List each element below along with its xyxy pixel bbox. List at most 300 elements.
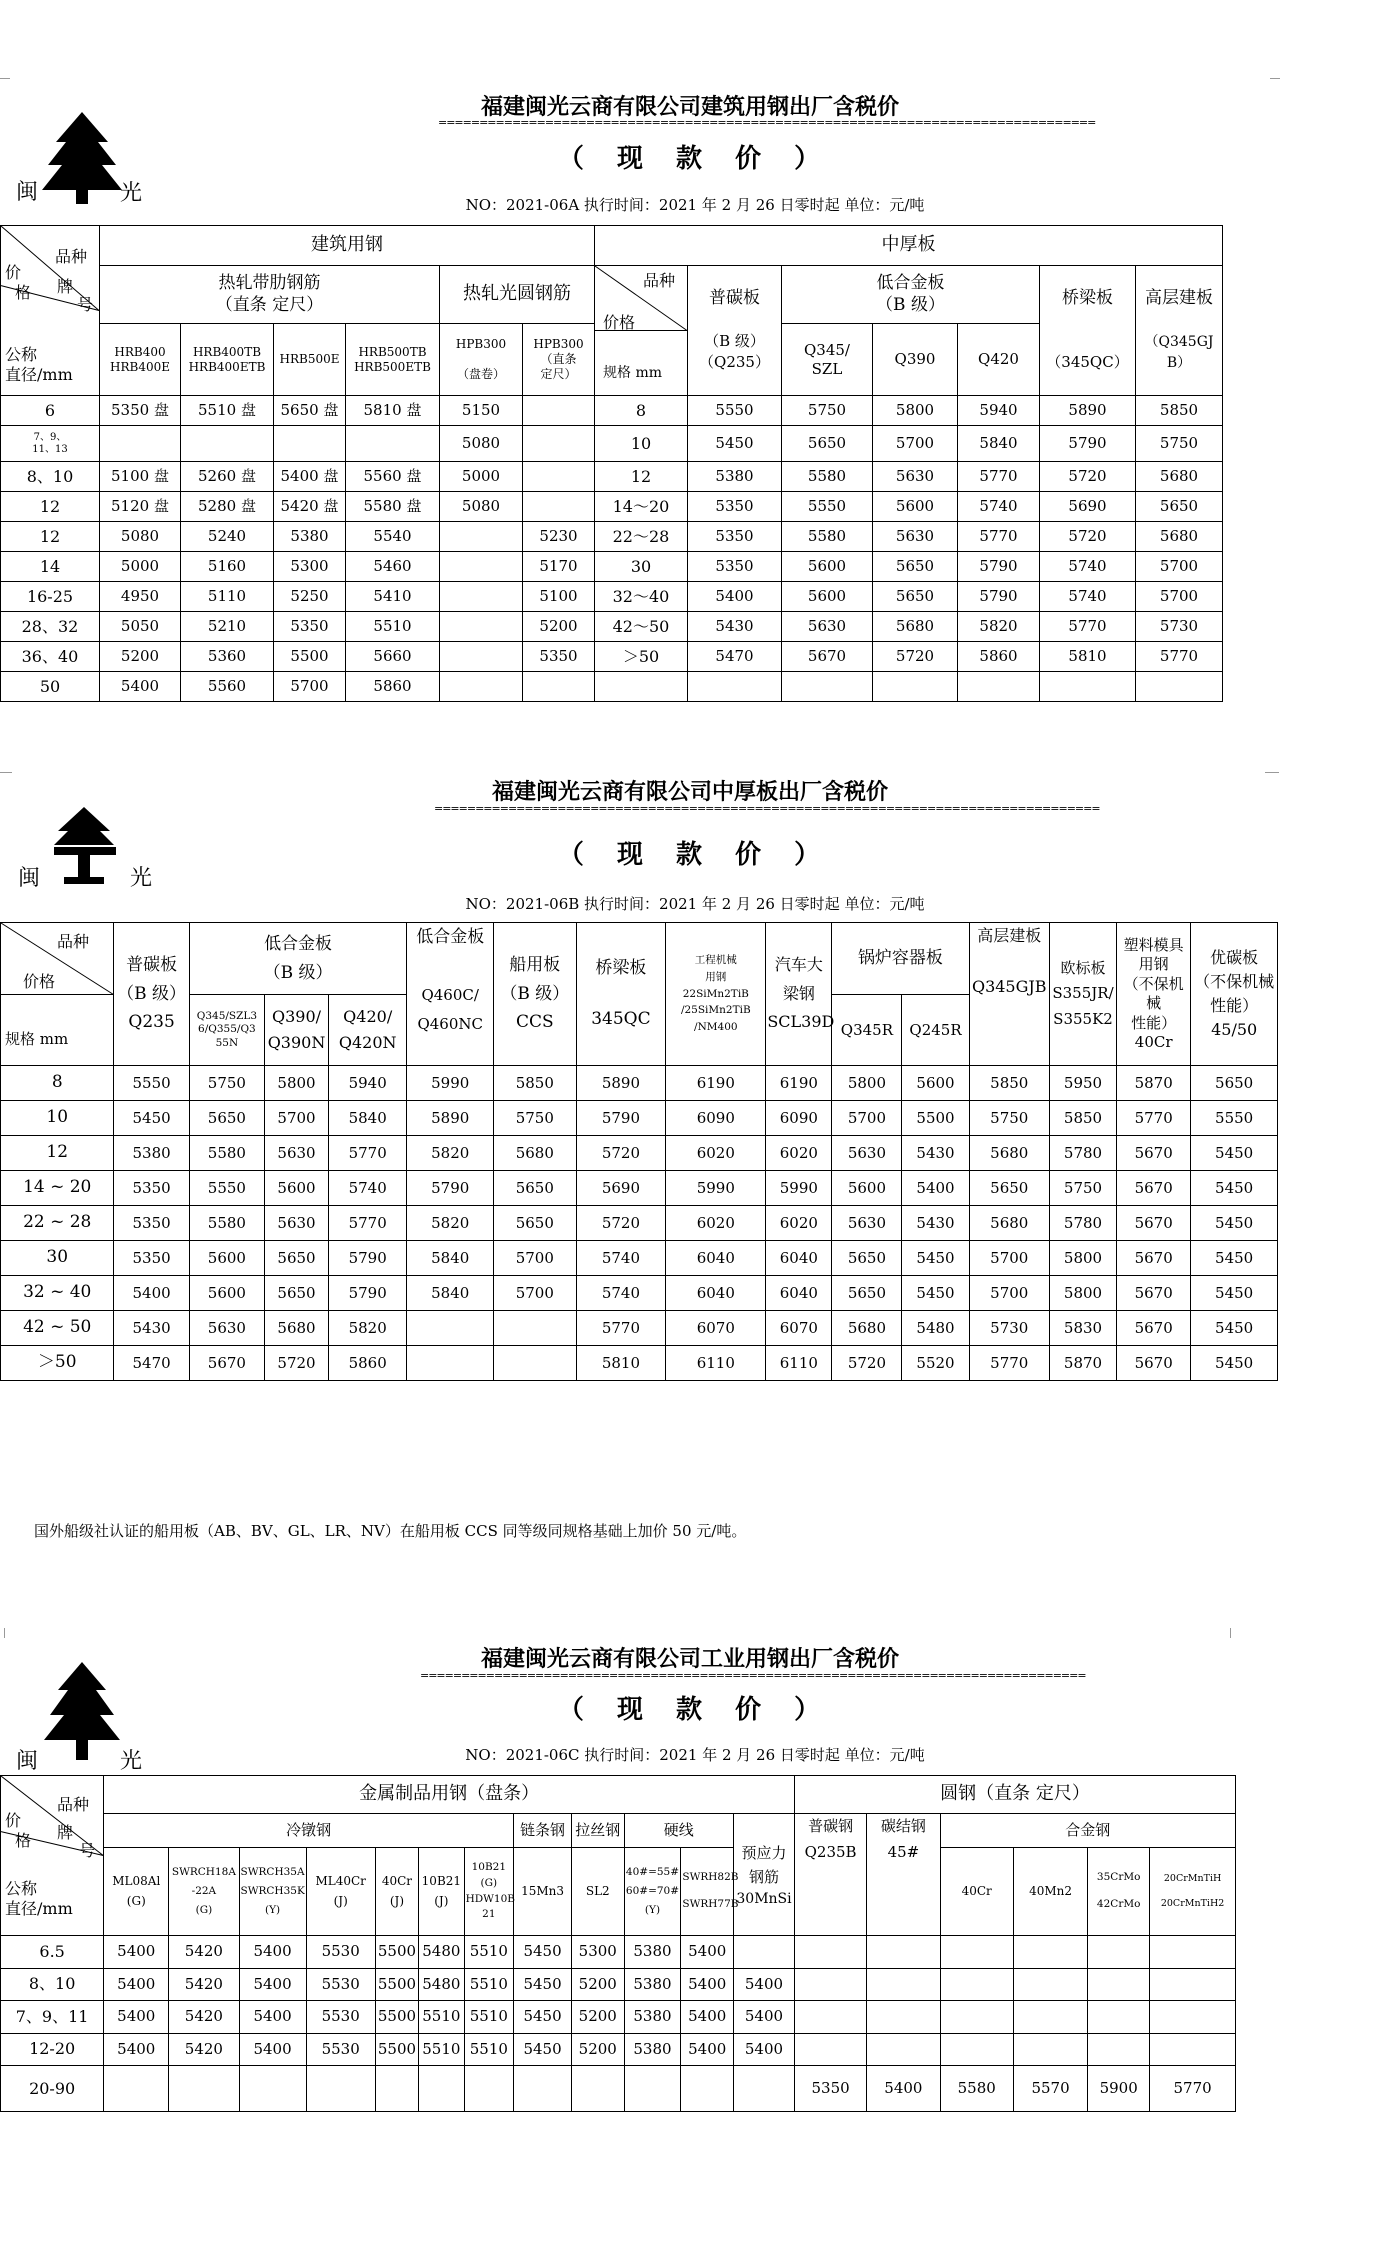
price-cell xyxy=(1013,1936,1087,1969)
section-industrial-steel xyxy=(0,1620,1280,2250)
diameter-cell: 8、10 xyxy=(1,462,100,492)
grade-40cr-round: 40Cr xyxy=(940,1848,1013,1936)
header-alloy-plate: 低合金板 （B 级） xyxy=(189,923,407,995)
price-cell xyxy=(1088,2033,1150,2066)
diameter-cell: 12 xyxy=(1,492,100,522)
price-cell: 5250 xyxy=(274,582,346,612)
price-cell: 5350 xyxy=(688,522,782,552)
price-cell xyxy=(419,2066,464,2112)
price-cell: 5200 xyxy=(571,1968,624,2001)
price-cell: 5770 xyxy=(329,1136,407,1171)
spec-cell: 30 xyxy=(1,1241,114,1276)
price-cell: 5400 xyxy=(104,2001,169,2034)
table-row xyxy=(1,2066,1236,2112)
price-cell xyxy=(407,1346,494,1381)
price-cell: 5840 xyxy=(329,1101,407,1136)
header-cold-heading: 冷镦钢 xyxy=(104,1814,514,1848)
price-cell: 5740 xyxy=(329,1171,407,1206)
price-cell xyxy=(1088,1968,1150,2001)
price-cell: 5870 xyxy=(1117,1066,1191,1101)
price-cell xyxy=(274,426,346,462)
price-cell xyxy=(794,2033,866,2066)
grade-sl2: SL2 xyxy=(571,1848,624,1936)
price-cell xyxy=(734,1936,795,1969)
price-type: （ 现 款 价 ） xyxy=(557,840,833,870)
grade-40mn2: 40Mn2 xyxy=(1013,1848,1087,1936)
price-cell: 5720 xyxy=(1040,522,1136,552)
price-cell: 5650 xyxy=(494,1206,577,1241)
diag-label: 品种 xyxy=(55,247,88,266)
price-cell xyxy=(794,2001,866,2034)
price-cell: 5780 xyxy=(1049,1206,1116,1241)
price-cell: 5990 xyxy=(666,1171,766,1206)
price-cell: 5750 xyxy=(969,1101,1049,1136)
spec-cell xyxy=(595,672,688,702)
price-cell: 5100 xyxy=(523,582,595,612)
grade-45: 碳结钢 45# xyxy=(867,1814,940,1936)
spec-cell: 8 xyxy=(1,1066,114,1101)
price-cell: 5500 xyxy=(902,1101,969,1136)
price-cell: 5900 xyxy=(1088,2066,1150,2112)
price-cell xyxy=(346,426,440,462)
grade-35crmo: 35CrMo 42CrMo xyxy=(1088,1848,1150,1936)
diameter-cell: 50 xyxy=(1,672,100,702)
diag-label: 号 xyxy=(77,295,94,314)
spec-cell: 8 xyxy=(595,396,688,426)
price-cell xyxy=(523,492,595,522)
price-cell: 5400 xyxy=(104,1936,169,1969)
price-cell: 5400 xyxy=(681,1936,734,1969)
doc-meta: NO：2021-06C 执行时间：2021 年 2 月 26 日零时起 单位：元/吨 xyxy=(465,1746,925,1764)
price-cell: 6110 xyxy=(766,1346,832,1381)
price-cell: 5600 xyxy=(902,1066,969,1101)
logo-char-left: 闽 xyxy=(18,866,41,891)
price-cell: 5510 xyxy=(419,2001,464,2034)
price-cell xyxy=(958,672,1040,702)
header-engineering-steel: 工程机械 用钢 22SiMn2TiB /25SiMn2TiB /NM400 xyxy=(666,923,766,1066)
header-plate: 中厚板 xyxy=(595,226,1223,266)
price-cell: 5670 xyxy=(1117,1276,1191,1311)
header-alloy-plate: 低合金板 （B 级） xyxy=(782,266,1040,324)
price-cell: 5650 xyxy=(265,1241,329,1276)
footnote: 国外船级社认证的船用板（AB、BV、GL、LR、NV）在船用板 CCS 同等级同规格基础上加价 50 元/吨。 xyxy=(34,1522,747,1540)
logo-char-left: 闽 xyxy=(16,180,39,205)
price-cell xyxy=(306,2066,375,2112)
price-cell: 5410 xyxy=(346,582,440,612)
price-cell: 5200 xyxy=(100,642,181,672)
header-auto-beam-steel: 汽车大 梁钢 SCL39D xyxy=(766,923,832,1066)
price-cell: 5170 xyxy=(523,552,595,582)
price-cell: 5700 xyxy=(873,426,958,462)
price-cell: 6020 xyxy=(666,1206,766,1241)
price-cell: 5580 xyxy=(782,462,873,492)
price-cell: 5400 xyxy=(681,2001,734,2034)
price-cell xyxy=(181,426,274,462)
grade-q420: Q420 xyxy=(958,324,1040,396)
diag-label: 格 xyxy=(15,283,32,302)
price-cell: 5630 xyxy=(873,462,958,492)
price-cell: 6070 xyxy=(666,1311,766,1346)
price-cell: 5600 xyxy=(782,582,873,612)
price-cell: 5450 xyxy=(1191,1171,1278,1206)
price-cell: 5430 xyxy=(114,1311,189,1346)
price-cell: 5680 xyxy=(969,1206,1049,1241)
table-row xyxy=(1,552,1223,582)
diameter-cell: 36、40 xyxy=(1,642,100,672)
price-cell: 6190 xyxy=(766,1066,832,1101)
price-cell: 5700 xyxy=(494,1241,577,1276)
price-cell: 5890 xyxy=(407,1101,494,1136)
construction-table-body xyxy=(1,396,1223,702)
price-cell: 5750 xyxy=(494,1101,577,1136)
price-type: （ 现 款 价 ） xyxy=(557,144,833,174)
price-cell xyxy=(1150,2033,1236,2066)
page-title: 福建闽光云商有限公司工业用钢出厂含税价 xyxy=(480,1646,899,1672)
price-cell: 5510 xyxy=(419,2033,464,2066)
grade-hpb300-coil: HPB300 （盘卷） xyxy=(440,324,523,396)
price-cell: 5450 xyxy=(514,1936,572,1969)
price-cell: 5680 xyxy=(873,612,958,642)
table-row xyxy=(1,426,1223,462)
price-cell: 5400 xyxy=(734,2001,795,2034)
price-cell: 5690 xyxy=(1040,492,1136,522)
header-boiler-plate: 锅炉容器板 xyxy=(832,923,969,995)
price-cell: 5380 xyxy=(624,1936,681,1969)
table-row xyxy=(1,1346,1278,1381)
price-cell xyxy=(440,642,523,672)
price-cell xyxy=(1150,1936,1236,1969)
price-cell: 5420 xyxy=(169,2033,239,2066)
price-cell: 5720 xyxy=(265,1346,329,1381)
grade-15mn3: 15Mn3 xyxy=(514,1848,572,1936)
table-row xyxy=(1,1276,1278,1311)
spec-cell: 10 xyxy=(1,1101,114,1136)
grade-q235b: 普碳钢 Q235B xyxy=(794,1814,866,1936)
price-cell: 5600 xyxy=(782,552,873,582)
logo-char-left: 闽 xyxy=(16,1749,39,1774)
header-alloy-steel: 合金钢 xyxy=(940,1814,1235,1848)
price-cell: 5630 xyxy=(265,1206,329,1241)
header-bridge-plate: 桥梁板 （345QC） xyxy=(1040,266,1136,396)
price-cell: 5740 xyxy=(576,1276,666,1311)
price-cell: 6190 xyxy=(666,1066,766,1101)
price-cell: 5540 xyxy=(346,522,440,552)
price-cell: 5300 xyxy=(274,552,346,582)
price-cell: 5400 xyxy=(239,2033,306,2066)
price-cell: 5630 xyxy=(189,1311,264,1346)
grade-swrch35a: SWRCH35A SWRCH35K (Y) xyxy=(239,1848,306,1936)
price-cell: 5580 xyxy=(189,1206,264,1241)
spec-cell: ＞50 xyxy=(1,1346,114,1381)
price-cell: 5700 xyxy=(265,1101,329,1136)
price-cell xyxy=(873,672,958,702)
price-cell: 5510 xyxy=(464,2033,514,2066)
construction-price-table xyxy=(0,225,1223,702)
price-cell: 5850 xyxy=(1049,1101,1116,1136)
price-cell: 5680 xyxy=(494,1136,577,1171)
grade-q345r: Q345R xyxy=(832,995,902,1066)
price-cell: 6020 xyxy=(666,1136,766,1171)
price-cell: 5200 xyxy=(571,2033,624,2066)
price-cell: 6070 xyxy=(766,1311,832,1346)
price-cell: 5680 xyxy=(1136,522,1223,552)
header-high-rise-plate: 高层建板 Q345GJB xyxy=(969,923,1049,1066)
price-cell: 5400 xyxy=(688,582,782,612)
spec-cell: 10 xyxy=(595,426,688,462)
diameter-cell: 16-25 xyxy=(1,582,100,612)
price-cell: 5850 xyxy=(969,1066,1049,1101)
price-cell: 5450 xyxy=(902,1276,969,1311)
grade-q345: Q345/SZL3 6/Q355/Q3 55N xyxy=(189,995,264,1066)
grade-10b21-g: 10B21 (G) HDW10B 21 xyxy=(464,1848,514,1936)
doc-meta: NO：2021-06B 执行时间：2021 年 2 月 26 日零时起 单位：元/吨 xyxy=(465,895,925,913)
price-cell: 5730 xyxy=(1136,612,1223,642)
price-cell: 5510 xyxy=(464,1968,514,2001)
logo-char-right: 光 xyxy=(120,181,143,206)
grade-q390: Q390/ Q390N xyxy=(265,995,329,1066)
spec-cell: 32～40 xyxy=(595,582,688,612)
price-cell: 6040 xyxy=(766,1276,832,1311)
price-cell: 5400 xyxy=(239,1936,306,1969)
price-cell: 5670 xyxy=(1117,1241,1191,1276)
price-cell xyxy=(1013,2033,1087,2066)
price-cell xyxy=(1013,1968,1087,2001)
price-cell: 5650 xyxy=(494,1171,577,1206)
grade-hrb500e: HRB500E xyxy=(274,324,346,396)
diag-label: 公称 xyxy=(5,1879,38,1898)
price-cell xyxy=(1150,1968,1236,2001)
spec-cell: 8、10 xyxy=(1,1968,104,2001)
price-cell: 5860 xyxy=(329,1346,407,1381)
price-cell: 5800 xyxy=(265,1066,329,1101)
price-cell: 5360 xyxy=(181,642,274,672)
spec-cell: 14～20 xyxy=(595,492,688,522)
price-cell: 5450 xyxy=(514,1968,572,2001)
price-cell: 5000 xyxy=(100,552,181,582)
price-cell: 5750 xyxy=(189,1066,264,1101)
price-cell: 5770 xyxy=(1117,1101,1191,1136)
price-cell: 5860 xyxy=(958,642,1040,672)
diameter-cell: 14 xyxy=(1,552,100,582)
header-round-steel: 圆钢（直条 定尺） xyxy=(794,1776,1235,1814)
spec-cell: 12 xyxy=(595,462,688,492)
price-cell: 5990 xyxy=(407,1066,494,1101)
price-cell: 5720 xyxy=(576,1136,666,1171)
price-cell: 5770 xyxy=(1150,2066,1236,2112)
price-cell: 5200 xyxy=(523,612,595,642)
price-cell: 5580 xyxy=(782,522,873,552)
price-cell: 5400 xyxy=(104,2033,169,2066)
price-cell: 5670 xyxy=(1117,1171,1191,1206)
table-row xyxy=(1,1171,1278,1206)
price-cell: 5450 xyxy=(1191,1276,1278,1311)
price-cell: 5510 xyxy=(464,2001,514,2034)
diameter-cell: 12 xyxy=(1,522,100,552)
crop-mark xyxy=(0,78,10,87)
grade-40cr: 40Cr (J) xyxy=(375,1848,418,1936)
price-cell: 5790 xyxy=(576,1101,666,1136)
price-cell: 5680 xyxy=(1136,462,1223,492)
price-cell: 5550 xyxy=(189,1171,264,1206)
price-cell: 5450 xyxy=(1191,1206,1278,1241)
price-cell: 5530 xyxy=(306,1968,375,2001)
diag-label: 牌 xyxy=(57,277,74,296)
price-cell: 5720 xyxy=(1040,462,1136,492)
price-cell: 5630 xyxy=(782,612,873,642)
price-cell xyxy=(571,2066,624,2112)
price-cell: 5660 xyxy=(346,642,440,672)
price-cell: 5120 盘 xyxy=(100,492,181,522)
table-row xyxy=(1,492,1223,522)
price-cell: 5100 盘 xyxy=(100,462,181,492)
price-cell xyxy=(100,426,181,462)
price-cell: 5680 xyxy=(832,1311,902,1346)
price-cell: 5530 xyxy=(306,1936,375,1969)
price-cell xyxy=(514,2066,572,2112)
price-cell: 5820 xyxy=(958,612,1040,642)
spec-cell: 12 xyxy=(1,1136,114,1171)
price-cell: 5740 xyxy=(1040,582,1136,612)
doc-meta: NO：2021-06A 执行时间：2021 年 2 月 26 日零时起 单位：元/吨 xyxy=(465,196,925,214)
price-cell: 5400 xyxy=(902,1171,969,1206)
header-metal-products: 金属制品用钢（盘条） xyxy=(104,1776,795,1814)
header-euro-plate: 欧标板 S355JR/ S355K2 xyxy=(1049,923,1116,1066)
spec-cell: 22～28 xyxy=(595,522,688,552)
price-cell: 5810 盘 xyxy=(346,396,440,426)
price-cell xyxy=(239,2066,306,2112)
price-cell: 5500 xyxy=(375,1936,418,1969)
price-cell: 5160 xyxy=(181,552,274,582)
price-cell: 5080 xyxy=(440,492,523,522)
price-cell: 5580 盘 xyxy=(346,492,440,522)
spec-cell: 42 ~ 50 xyxy=(1,1311,114,1346)
price-cell: 5770 xyxy=(958,522,1040,552)
price-cell: 6090 xyxy=(666,1101,766,1136)
price-cell: 5830 xyxy=(1049,1311,1116,1346)
price-cell: 5940 xyxy=(958,396,1040,426)
diameter-cell: 28、32 xyxy=(1,612,100,642)
diameter-cell: 7、9、 11、13 xyxy=(1,426,100,462)
table-row xyxy=(1,582,1223,612)
price-cell: 5420 xyxy=(169,2001,239,2034)
price-cell: 5430 xyxy=(902,1136,969,1171)
price-cell: 5780 xyxy=(1049,1136,1116,1171)
spec-cell: 7、9、11 xyxy=(1,2001,104,2034)
price-cell: 5560 xyxy=(181,672,274,702)
price-cell: 5350 xyxy=(688,552,782,582)
price-cell xyxy=(523,396,595,426)
price-cell xyxy=(523,426,595,462)
header-chain: 链条钢 xyxy=(514,1814,572,1848)
price-cell: 5420 盘 xyxy=(274,492,346,522)
header-diagonal-cell xyxy=(1,923,114,1066)
price-cell: 5770 xyxy=(329,1206,407,1241)
price-cell: 5650 xyxy=(969,1171,1049,1206)
price-cell: 5400 xyxy=(114,1276,189,1311)
grade-ml08al: ML08Al (G) xyxy=(104,1848,169,1936)
price-cell: 5890 xyxy=(576,1066,666,1101)
table-row xyxy=(1,1101,1278,1136)
price-cell: 5380 xyxy=(624,2033,681,2066)
header-rebar: 热轧带肋钢筋 （直条 定尺） xyxy=(100,266,440,324)
price-cell: 5820 xyxy=(329,1311,407,1346)
price-cell: 5350 盘 xyxy=(100,396,181,426)
price-cell: 5110 xyxy=(181,582,274,612)
price-cell: 5600 xyxy=(265,1171,329,1206)
price-cell xyxy=(1150,2001,1236,2034)
price-cell: 5650 xyxy=(832,1276,902,1311)
header-alloy-plate-2: 低合金板 Q460C/ Q460NC xyxy=(407,923,494,1066)
price-cell: 6040 xyxy=(666,1241,766,1276)
grade-swrch18a: SWRCH18A -22A (G) xyxy=(169,1848,239,1936)
price-cell xyxy=(523,462,595,492)
price-cell: 5630 xyxy=(873,522,958,552)
price-cell xyxy=(940,2033,1013,2066)
table-row xyxy=(1,612,1223,642)
price-cell xyxy=(494,1346,577,1381)
price-cell xyxy=(1088,2001,1150,2034)
price-cell: 5680 xyxy=(969,1136,1049,1171)
diag-label: 公称 xyxy=(5,345,38,364)
price-cell: 5200 xyxy=(571,2001,624,2034)
page-title: 福建闽光云商有限公司中厚板出厂含税价 xyxy=(491,779,888,805)
price-cell xyxy=(1040,672,1136,702)
diameter-cell: 6 xyxy=(1,396,100,426)
price-cell: 5700 xyxy=(1136,582,1223,612)
price-cell: 5750 xyxy=(782,396,873,426)
price-cell: 5750 xyxy=(1049,1171,1116,1206)
price-cell: 5800 xyxy=(832,1066,902,1101)
spec-cell: 42～50 xyxy=(595,612,688,642)
industrial-price-table xyxy=(0,1775,1236,2112)
price-cell: 5450 xyxy=(514,2033,572,2066)
price-cell: 5670 xyxy=(1117,1206,1191,1241)
price-cell: 5450 xyxy=(1191,1241,1278,1276)
price-cell: 5500 xyxy=(375,2001,418,2034)
price-cell: 5510 xyxy=(464,1936,514,1969)
grade-hrb400: HRB400 HRB400E xyxy=(100,324,181,396)
price-cell: 5840 xyxy=(407,1241,494,1276)
price-cell: 5740 xyxy=(576,1241,666,1276)
price-cell: 5470 xyxy=(114,1346,189,1381)
spec-cell: 12-20 xyxy=(1,2033,104,2066)
price-cell: 5650 xyxy=(873,552,958,582)
price-cell: 5940 xyxy=(329,1066,407,1101)
price-cell: 5790 xyxy=(407,1171,494,1206)
price-cell: 5380 xyxy=(688,462,782,492)
price-cell: 5550 xyxy=(114,1066,189,1101)
crop-mark xyxy=(1270,78,1280,87)
price-cell: 5450 xyxy=(688,426,782,462)
header-drawing: 拉丝钢 xyxy=(571,1814,624,1848)
title-underline: ================================================================================ xyxy=(438,116,1096,129)
price-cell: 5700 xyxy=(969,1276,1049,1311)
price-cell xyxy=(1136,672,1223,702)
spec-cell: 32 ~ 40 xyxy=(1,1276,114,1311)
price-cell: 5650 xyxy=(1136,492,1223,522)
header-hard-wire: 硬线 xyxy=(624,1814,733,1848)
price-cell xyxy=(523,672,595,702)
price-cell: 5600 xyxy=(832,1171,902,1206)
price-cell: 5730 xyxy=(969,1311,1049,1346)
price-cell: 5870 xyxy=(1049,1346,1116,1381)
price-cell: 5210 xyxy=(181,612,274,642)
price-cell: 5690 xyxy=(576,1171,666,1206)
table-row xyxy=(1,522,1223,552)
price-cell xyxy=(407,1311,494,1346)
price-cell: 5670 xyxy=(1117,1346,1191,1381)
price-cell: 6040 xyxy=(766,1241,832,1276)
